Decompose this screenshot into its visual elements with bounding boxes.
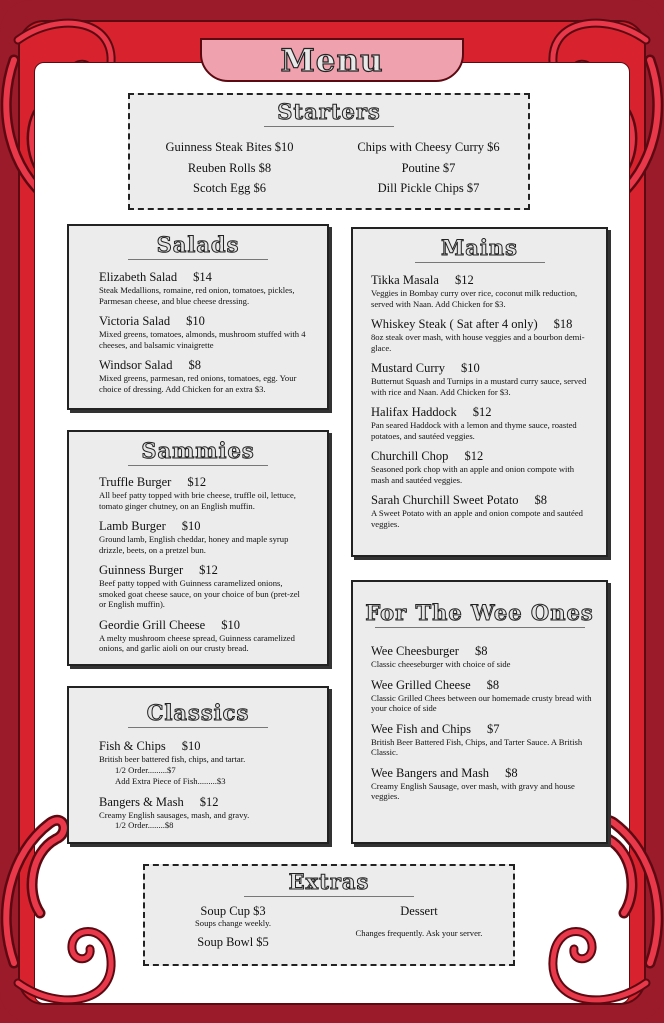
item-desc: A Sweet Potato with an apple and onion compote and sautéed veggies. bbox=[371, 508, 583, 529]
starters-row bbox=[130, 158, 528, 179]
item-price: $8 bbox=[486, 677, 500, 692]
menu-item bbox=[371, 273, 592, 309]
item-option: Add Extra Piece of Fish.........$3 bbox=[115, 775, 226, 786]
item-name: Geordie Grill Cheese bbox=[99, 617, 206, 632]
wee-ones-section bbox=[351, 580, 608, 844]
item-price: $12 bbox=[472, 405, 492, 419]
item-desc: British Beer Battered Fish, Chips, and Tarter Sauce. A British Classic. bbox=[371, 736, 583, 757]
item-price: $14 bbox=[193, 270, 212, 284]
item-name: Fish & Chips bbox=[99, 739, 166, 753]
item-desc: Mixed greens, parmesan, red onions, tomatoes, egg. Your choice of dressing. Add Chicken for an extra $3. bbox=[99, 373, 297, 394]
menu-item bbox=[371, 678, 592, 714]
item-name: Guinness Burger bbox=[99, 563, 184, 577]
salads-section bbox=[67, 224, 329, 410]
menu-item bbox=[99, 358, 309, 394]
item-price: $8 bbox=[188, 358, 201, 372]
menu-item bbox=[371, 449, 592, 485]
item-desc: 8oz steak over mash, with house veggies and a bourbon demi-glace. bbox=[371, 332, 585, 353]
item-name: Wee Cheesburger bbox=[371, 644, 459, 658]
item-name: Wee Fish and Chips bbox=[371, 721, 472, 736]
item-price: $12 bbox=[187, 475, 207, 489]
menu-title: Menu bbox=[280, 43, 384, 79]
mains-section bbox=[351, 227, 608, 557]
item-price: $12 bbox=[199, 794, 219, 809]
item-desc: Seasoned pork chop with an apple and onion compote with mash and sautéed veggies. bbox=[371, 464, 575, 485]
starters-title: Starters bbox=[277, 99, 381, 124]
item-desc: Classic cheeseburger with choice of side bbox=[371, 659, 511, 669]
menu-item bbox=[99, 739, 309, 787]
item-desc: Beef patty topped with Guinness caramelized onions, smoked goat cheese sauce, on your choice of bun (pret-zel or English muffin). bbox=[99, 578, 300, 609]
item-price: $12 bbox=[454, 273, 474, 287]
starter-item: Chips with Cheesy Curry $6 bbox=[357, 140, 500, 154]
soup-cup: Soup Cup $3 bbox=[200, 904, 266, 918]
item-option: 1/2 Order........$8 bbox=[115, 820, 174, 830]
item-desc: Ground lamb, English cheddar, honey and maple syrup drizzle, beets, on a pretzel bun. bbox=[99, 534, 289, 555]
classics-title: Classics bbox=[146, 700, 250, 725]
item-name: Elizabeth Salad bbox=[99, 270, 178, 284]
starters-row bbox=[130, 178, 528, 199]
item-price: $10 bbox=[181, 739, 201, 753]
item-desc: Creamy English sausages, mash, and gravy. bbox=[99, 809, 250, 820]
item-desc: All beef patty topped with brie cheese, truffle oil, lettuce, tomato ginger chutney, on an English muffin. bbox=[99, 490, 296, 511]
mains-title: Mains bbox=[441, 235, 518, 260]
sammies-section bbox=[67, 430, 329, 666]
item-desc: Mixed greens, tomatoes, almonds, mushroom stuffed with 4 cheeses, and balsamic vinaigrette bbox=[99, 329, 306, 350]
item-name: Wee Bangers and Mash bbox=[371, 765, 490, 780]
item-name: Tikka Masala bbox=[371, 273, 439, 287]
item-name: Windsor Salad bbox=[99, 358, 173, 372]
starters-section bbox=[128, 93, 530, 210]
menu-banner bbox=[200, 38, 464, 82]
dessert: Dessert bbox=[400, 904, 438, 918]
extras-section bbox=[143, 864, 515, 966]
menu-item bbox=[371, 766, 592, 802]
item-name: Mustard Curry bbox=[371, 361, 445, 375]
item-name: Lamb Burger bbox=[99, 519, 166, 533]
item-name: Whiskey Steak ( Sat after 4 only) bbox=[371, 317, 538, 331]
menu-item bbox=[99, 563, 309, 610]
starters-row bbox=[130, 137, 528, 158]
item-name: Halifax Haddock bbox=[371, 405, 457, 419]
menu-item bbox=[371, 493, 592, 529]
item-desc: Creamy English Sausage, over mash, with gravy and house veggies. bbox=[371, 780, 575, 801]
menu-item bbox=[371, 361, 592, 397]
item-price: $8 bbox=[505, 765, 518, 780]
item-desc: Veggies in Bombay curry over rice, coconut milk reduction, served with Naan. Add Chicken for $3. bbox=[371, 288, 578, 309]
item-desc: Pan seared Haddock with a lemon and thyme sauce, roasted potatoes, and sautéed veggies. bbox=[371, 420, 577, 441]
wee-ones-title: For The Wee Ones bbox=[365, 600, 594, 625]
dessert-desc: Changes frequently. Ask your server. bbox=[355, 928, 483, 938]
extras-title: Extras bbox=[288, 869, 370, 894]
soup-cup-desc: Soups change weekly. bbox=[195, 918, 272, 928]
item-price: $12 bbox=[464, 449, 484, 463]
item-price: $18 bbox=[553, 317, 573, 331]
menu-item bbox=[99, 475, 309, 511]
menu-item bbox=[371, 644, 592, 670]
menu-item bbox=[371, 317, 592, 353]
menu-item bbox=[371, 405, 592, 441]
item-price: $10 bbox=[186, 314, 205, 328]
item-price: $7 bbox=[487, 721, 500, 736]
starter-item: Scotch Egg $6 bbox=[193, 181, 266, 195]
starter-item: Dill Pickle Chips $7 bbox=[377, 181, 480, 195]
item-price: $12 bbox=[199, 563, 218, 577]
item-name: Truffle Burger bbox=[99, 475, 172, 489]
classics-section bbox=[67, 686, 329, 844]
item-name: Churchill Chop bbox=[371, 449, 449, 463]
starter-item: Poutine $7 bbox=[401, 160, 456, 175]
item-price: $10 bbox=[181, 519, 201, 533]
salads-title: Salads bbox=[156, 232, 240, 257]
item-desc: A melty mushroom cheese spread, Guinness caramelized onions, and garlic aioli on our crusty bread. bbox=[99, 632, 295, 653]
item-name: Bangers & Mash bbox=[99, 794, 184, 809]
item-option: 1/2 Order.........$7 bbox=[115, 764, 176, 775]
starter-item: Reuben Rolls $8 bbox=[187, 160, 272, 175]
item-price: $10 bbox=[460, 361, 480, 375]
menu-item bbox=[371, 722, 592, 758]
item-desc: Steak Medallions, romaine, red onion, tomatoes, pickles, Parmesan cheese, and blue cheese dressing. bbox=[99, 285, 295, 306]
menu-item bbox=[99, 519, 309, 555]
item-name: Victoria Salad bbox=[99, 314, 171, 328]
soup-bowl: Soup Bowl $5 bbox=[197, 935, 269, 949]
menu-item bbox=[99, 795, 309, 832]
item-price: $10 bbox=[221, 617, 240, 632]
item-price: $8 bbox=[534, 493, 548, 507]
sammies-title: Sammies bbox=[141, 438, 255, 463]
item-desc: British beer battered fish, chips, and tartar. bbox=[99, 754, 246, 764]
item-price: $8 bbox=[474, 644, 488, 658]
menu-item bbox=[99, 314, 309, 350]
item-desc: Classic Grilled Chees between our homemade crusty bread with your choice of side bbox=[371, 692, 592, 713]
item-name: Sarah Churchill Sweet Potato bbox=[371, 493, 519, 507]
item-name: Wee Grilled Cheese bbox=[371, 677, 471, 692]
item-desc: Butternut Squash and Turnips in a mustard curry sauce, served with rice and Naan. Add Chicken for $3. bbox=[371, 376, 587, 397]
menu-item bbox=[99, 618, 309, 654]
starter-item: Guinness Steak Bites $10 bbox=[165, 140, 294, 154]
menu-item bbox=[99, 270, 309, 306]
